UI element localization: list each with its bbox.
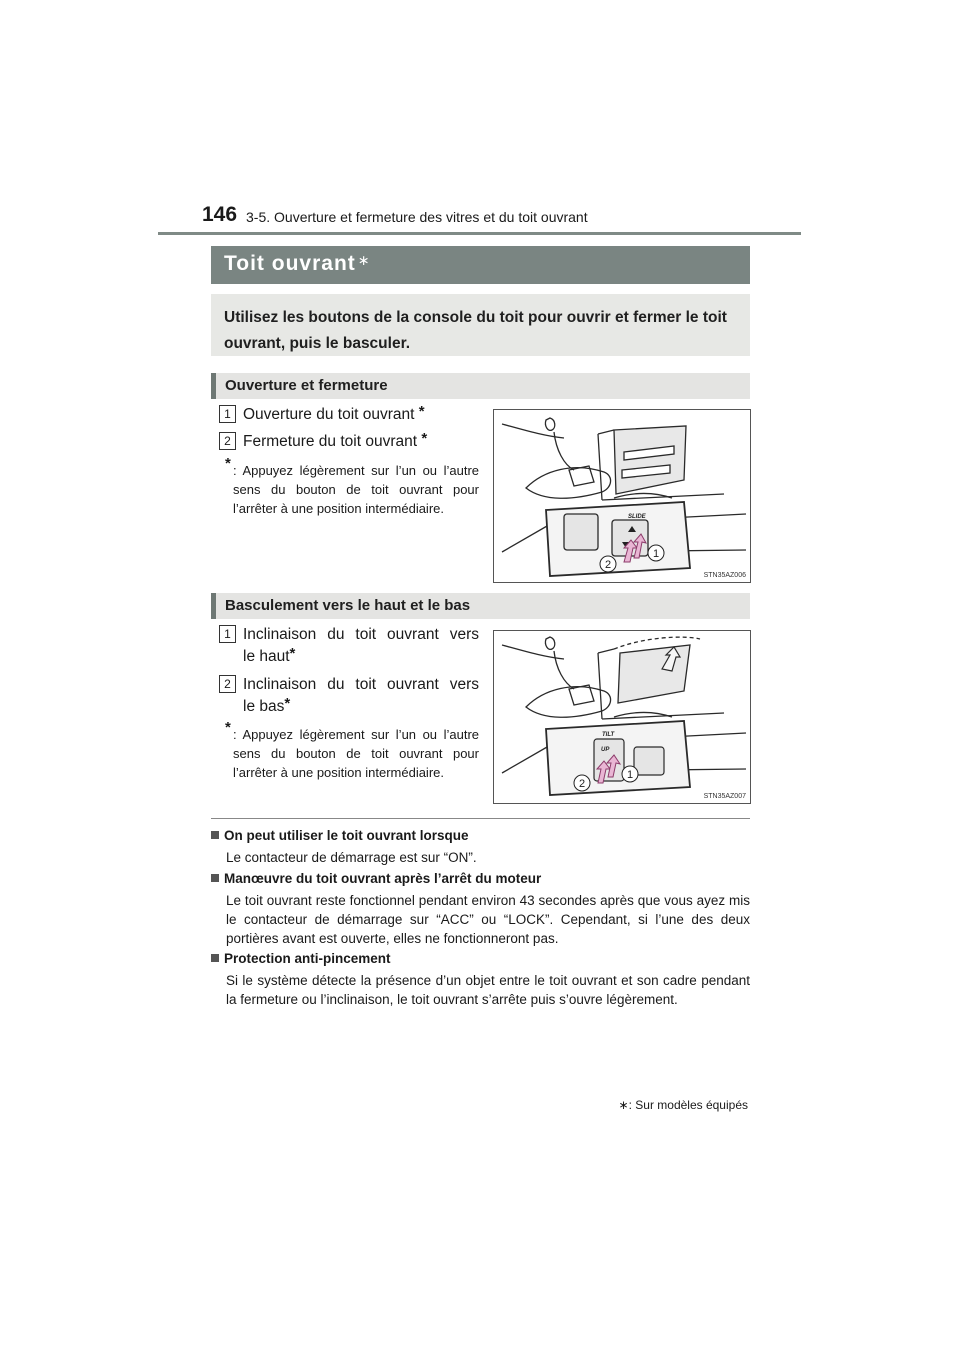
figure-code: STN35AZ006 <box>703 572 746 579</box>
item-number-box: 2 <box>219 675 236 693</box>
item-text-line2: le haut <box>243 648 290 665</box>
paragraph-body: Le contacteur de démarrage est sur “ON”. <box>226 850 477 865</box>
item-star: * <box>421 430 428 447</box>
callout-1: 1 <box>626 769 634 781</box>
paragraph-after-engine-stop <box>211 869 750 948</box>
callout-2: 2 <box>604 559 612 571</box>
section-title-text: Toit ouvrant <box>224 252 356 275</box>
paragraph-usage-condition <box>211 826 750 867</box>
bullet-square-icon <box>211 954 219 962</box>
item-tilt-down <box>243 674 479 718</box>
item-text-line1: Inclinaison du toit ouvrant vers <box>243 676 479 693</box>
chapter-title: 3-5. Ouverture et fermeture des vitres et du toit ouvrant <box>246 209 588 225</box>
item-text-line2: le bas <box>243 698 285 715</box>
note-text <box>233 461 479 518</box>
paragraph-title <box>211 949 750 968</box>
note-body: : Appuyez légèrement sur l’un ou l’autre sens du bouton de toit ouvrant pour l’arrêter à une position intermédiaire. <box>233 463 479 516</box>
figure-slide-switch <box>493 409 751 583</box>
item-tilt-up <box>243 624 479 668</box>
note-star: * <box>225 719 231 736</box>
bullet-square-icon <box>211 874 219 882</box>
item-star: * <box>284 695 291 712</box>
figure-tilt-switch <box>493 630 751 804</box>
subsection-heading-text: Basculement vers le haut et le bas <box>225 597 471 614</box>
tilt-label: TILT <box>602 732 615 738</box>
up-label: UP <box>601 747 610 753</box>
footnote <box>619 1098 748 1112</box>
section-title <box>224 252 371 276</box>
note-star: * <box>225 455 231 472</box>
page-number: 146 <box>202 203 238 226</box>
subsection-heading-text: Ouverture et fermeture <box>225 377 388 394</box>
intro-box <box>211 294 750 356</box>
bullet-square-icon <box>211 831 219 839</box>
header-divider <box>158 232 801 235</box>
note-text <box>233 725 479 782</box>
item-text: Fermeture du toit ouvrant <box>243 433 418 450</box>
item-close-sunroof <box>243 431 427 453</box>
callout-1: 1 <box>652 548 660 560</box>
paragraph-title <box>211 869 750 888</box>
paragraph-title-text: On peut utiliser le toit ouvrant lorsque <box>224 828 469 843</box>
slide-label: SLIDE <box>628 514 646 520</box>
item-number-box: 1 <box>219 625 236 643</box>
subsection-heading-tilt <box>211 593 750 619</box>
paragraph-title <box>211 826 750 845</box>
title-marker: ∗ <box>357 252 371 268</box>
paragraph-body: Le toit ouvrant reste fonctionnel pendant environ 43 secondes après que vous ayez mis le contacteur de démarrage sur “ACC” ou “LOCK”. Cependant, si l’une des deux portières avant est ouverte, elles ne fonctionneront pas. <box>226 893 750 946</box>
item-star: * <box>289 645 296 662</box>
paragraph-title-text: Manœuvre du toit ouvrant après l’arrêt du moteur <box>224 871 542 886</box>
callout-2: 2 <box>578 778 586 790</box>
slide-switch-illustration <box>494 410 750 582</box>
intro-text: Utilisez les boutons de la console du toit pour ouvrir et fermer le toit ouvrant, puis le basculer. <box>224 309 727 352</box>
footnote-text: : Sur modèles équipés <box>628 1098 748 1112</box>
section-divider <box>211 818 750 819</box>
item-open-sunroof <box>243 404 425 426</box>
paragraph-title-text: Protection anti-pincement <box>224 951 391 966</box>
footnote-star: ∗ <box>618 1098 629 1112</box>
item-number-box: 1 <box>219 405 236 423</box>
figure-code: STN35AZ007 <box>703 793 746 800</box>
section-title-bar <box>211 246 750 284</box>
item-star: * <box>418 403 425 420</box>
item-text-line1: Inclinaison du toit ouvrant vers <box>243 626 479 643</box>
note-body: : Appuyez légèrement sur l’un ou l’autre sens du bouton de toit ouvrant pour l’arrêter à une position intermédiaire. <box>233 727 479 780</box>
paragraph-anti-pinch <box>211 949 750 1009</box>
tilt-switch-illustration <box>494 631 750 803</box>
subsection-heading-opening <box>211 373 750 399</box>
item-text: Ouverture du toit ouvrant <box>243 406 415 423</box>
paragraph-body: Si le système détecte la présence d’un objet entre le toit ouvrant et son cadre pendant la fermeture ou l’inclinaison, le toit ouvrant s’arrête puis s’ouvre légèrement. <box>226 973 750 1007</box>
item-number-box: 2 <box>219 432 236 450</box>
